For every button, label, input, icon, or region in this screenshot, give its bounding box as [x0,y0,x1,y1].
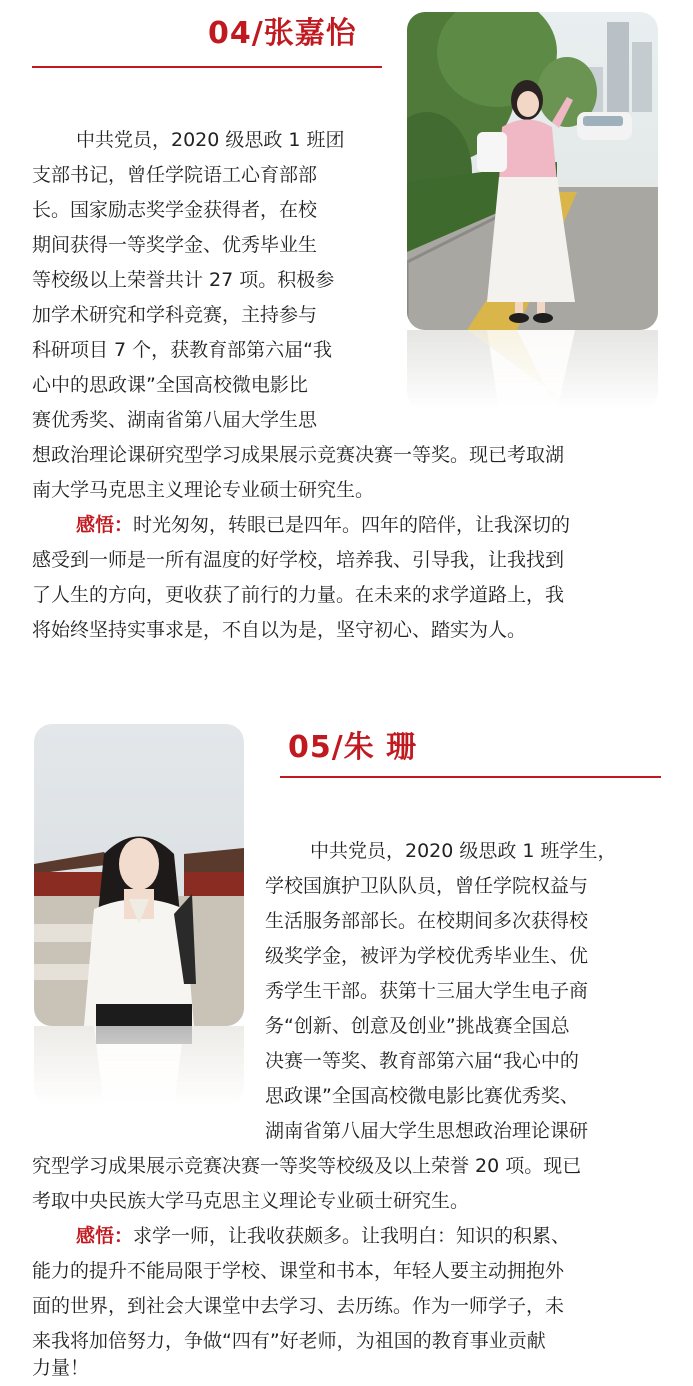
profile-title: 05/朱 珊 [288,730,418,765]
reflection-line [76,508,570,542]
reflection-text: 时光匆匆，转眼已是四年。四年的陪伴，让我深切的 [133,514,571,536]
portrait-photo [407,12,658,330]
title-underline [280,776,661,778]
reflection-line: 了人生的方向，更收获了前行的力量。在未来的求学道路上，我 [32,584,565,606]
reflection-line: 来我将加倍努力，争做“四有”好老师，为祖国的教育事业贡献 [32,1330,546,1352]
bio-line: 赛优秀奖、湖南省第八届大学生思 [32,409,318,431]
bio-line: 思政课”全国高校微电影比赛优秀奖、 [265,1085,579,1107]
bio-line: 等校级以上荣誉共计 27 项。积极参 [32,269,335,291]
bio-line: 决赛一等奖、教育部第六届“我心中的 [265,1050,579,1072]
bio-line: 究型学习成果展示竞赛决赛一等奖等校级及以上荣誉 20 项。现已 [32,1155,582,1177]
bio-line: 湖南省第八届大学生思想政治理论课研 [265,1120,589,1142]
bio-line: 中共党员，2020 级思政 1 班学生， [310,840,617,862]
reflection-line: 将始终坚持实事求是，不自以为是，坚守初心、踏实为人。 [32,619,527,641]
profile-05 [0,720,693,1386]
profile-04 [0,0,693,660]
bio-line: 级奖学金，被评为学校优秀毕业生、优 [265,945,589,967]
reflection-line [76,1219,570,1253]
title-underline [32,66,382,68]
reflection-line: 感受到一师是一所有温度的好学校，培养我、引导我，让我找到 [32,549,565,571]
bio-line: 秀学生干部。获第十三届大学生电子商 [265,980,589,1002]
bio-line: 务“创新、创意及创业”挑战赛全国总 [265,1015,570,1037]
profile-title: 04/张嘉怡 [208,16,357,51]
bio-line: 生活服务部部长。在校期间多次获得校 [265,910,589,932]
bio-line: 想政治理论课研究型学习成果展示竞赛决赛一等奖。现已考取湖 [32,444,565,466]
reflection-line: 能力的提升不能局限于学校、课堂和书本，年轻人要主动拥抱外 [32,1260,565,1282]
photo-reflection [34,1026,244,1106]
reflection-line: 面的世界，到社会大课堂中去学习、去历练。作为一师学子，未 [32,1295,565,1317]
bio-line: 考取中央民族大学马克思主义理论专业硕士研究生。 [32,1190,470,1212]
bio-line: 支部书记，曾任学院语工心育部部 [32,164,318,186]
reflection-line: 力量！ [32,1357,90,1379]
portrait-photo-palace [34,724,244,1026]
bio-line: 长。国家励志奖学金获得者，在校 [32,199,318,221]
bio-line: 学校国旗护卫队队员，曾任学院权益与 [265,875,589,897]
portrait-photo-street [407,12,658,330]
bio-line: 心中的思政课”全国高校微电影比 [32,374,308,396]
reflection-label: 感悟： [76,1225,134,1247]
reflection-text: 求学一师，让我收获颇多。让我明白：知识的积累、 [133,1225,571,1247]
bio-line: 科研项目 7 个，获教育部第六届“我 [32,339,333,361]
bio-line: 加学术研究和学科竞赛，主持参与 [32,304,318,326]
bio-line: 南大学马克思主义理论专业硕士研究生。 [32,479,375,501]
photo-reflection [407,330,658,410]
reflection-label: 感悟： [76,514,134,536]
bio-line: 期间获得一等奖学金、优秀毕业生 [32,234,318,256]
portrait-photo [34,724,244,1026]
bio-line: 中共党员，2020 级思政 1 班团 [76,129,345,151]
